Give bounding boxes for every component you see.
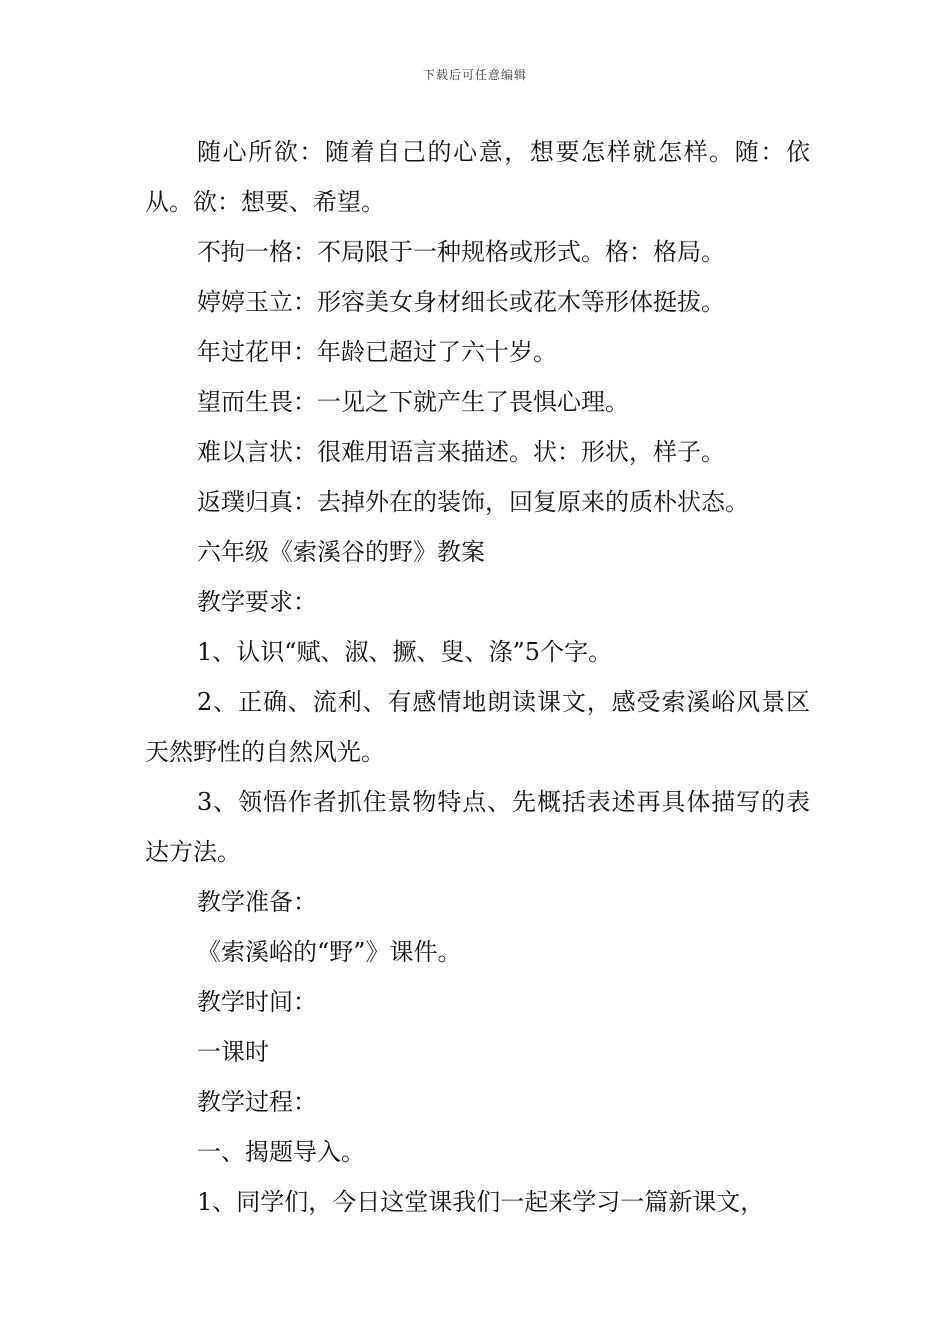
- page-header: 下载后可任意编辑: [422, 68, 527, 82]
- paragraph-idiom-nianguohuajia: 年过花甲：年龄已超过了六十岁。: [197, 338, 557, 366]
- process-step-heading: 一、揭题导入。: [197, 1138, 365, 1166]
- section-heading-preparation: 教学准备：: [197, 888, 317, 916]
- document-body: [145, 127, 810, 1227]
- paragraph-idiom-bujuyige: 不拘一格：不局限于一种规格或形式。格：格局。: [197, 238, 725, 266]
- paragraph-idiom-nanyiyanzhuang: 难以言状：很难用语言来描述。状：形状，样子。: [197, 438, 725, 466]
- time-text: 一课时: [197, 1038, 269, 1066]
- requirement-item-3: 3、领悟作者抓住景物特点、先概括表述再具体描写的表达方法。: [145, 788, 810, 866]
- process-step-text: 1、同学们，今日这堂课我们一起来学习一篇新课文，: [197, 1188, 765, 1216]
- requirement-item-1: 1、认识“赋、淑、撅、叟、涤”5个字。: [197, 638, 613, 666]
- section-heading-requirements: 教学要求：: [197, 588, 317, 616]
- paragraph-idiom-suixinsuoyu: 随心所欲：随着自己的心意，想要怎样就怎样。随：依从。欲：想要、希望。: [145, 138, 810, 216]
- lesson-plan-title: 六年级《索溪谷的野》教案: [197, 538, 485, 566]
- paragraph-idiom-wangershengwei: 望而生畏：一见之下就产生了畏惧心理。: [197, 388, 629, 416]
- paragraph-idiom-tingtingyuli: 婷婷玉立：形容美女身材细长或花木等形体挺拔。: [197, 288, 725, 316]
- paragraph-idiom-fanpuguizhen: 返璞归真：去掉外在的装饰，回复原来的质朴状态。: [197, 488, 749, 516]
- section-heading-process: 教学过程：: [197, 1088, 317, 1116]
- preparation-text: 《索溪峪的“野”》课件。: [197, 938, 462, 966]
- requirement-item-2: 2、正确、流利、有感情地朗读课文，感受索溪峪风景区天然野性的自然风光。: [145, 688, 810, 766]
- section-heading-time: 教学时间：: [197, 988, 317, 1016]
